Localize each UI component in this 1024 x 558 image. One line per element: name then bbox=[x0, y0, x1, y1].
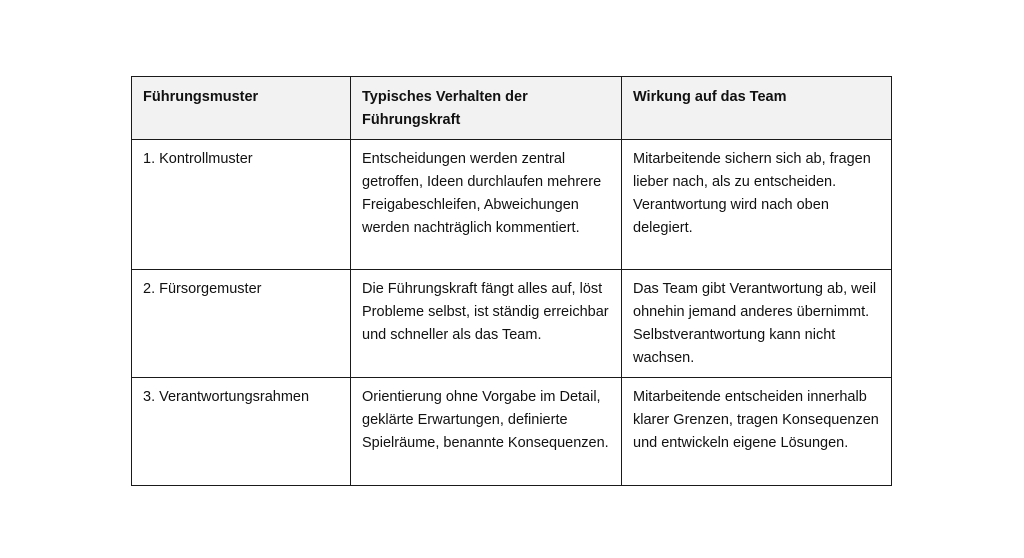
cell-pattern: 2. Fürsorgemuster bbox=[132, 270, 351, 378]
leadership-patterns-table bbox=[131, 76, 892, 486]
cell-behavior: Orientierung ohne Vorgabe im Detail, geklärte Erwartungen, definierte Spielräume, benannte Konsequenzen. bbox=[351, 378, 622, 486]
table-body bbox=[132, 140, 892, 486]
header-row bbox=[132, 77, 892, 140]
cell-pattern: 1. Kontrollmuster bbox=[132, 140, 351, 270]
cell-effect: Das Team gibt Verantwortung ab, weil ohnehin jemand anderes übernimmt. Selbstverantwortung kann nicht wachsen. bbox=[622, 270, 892, 378]
cell-effect: Mitarbeitende sichern sich ab, fragen lieber nach, als zu entscheiden. Verantwortung wird nach oben delegiert. bbox=[622, 140, 892, 270]
header-cell-behavior: Typisches Verhalten der Führungskraft bbox=[351, 77, 622, 140]
table-row bbox=[132, 270, 892, 378]
cell-behavior: Entscheidungen werden zentral getroffen, Ideen durchlaufen mehrere Freigabeschleifen, Abweichungen werden nachträglich kommentiert. bbox=[351, 140, 622, 270]
cell-behavior: Die Führungskraft fängt alles auf, löst Probleme selbst, ist ständig erreichbar und schneller als das Team. bbox=[351, 270, 622, 378]
cell-pattern: 3. Verantwortungsrahmen bbox=[132, 378, 351, 486]
table-row bbox=[132, 140, 892, 270]
table-row bbox=[132, 378, 892, 486]
header-cell-effect: Wirkung auf das Team bbox=[622, 77, 892, 140]
table-header bbox=[132, 77, 892, 140]
cell-effect: Mitarbeitende entscheiden innerhalb klarer Grenzen, tragen Konsequenzen und entwickeln eigene Lösungen. bbox=[622, 378, 892, 486]
header-cell-pattern: Führungsmuster bbox=[132, 77, 351, 140]
